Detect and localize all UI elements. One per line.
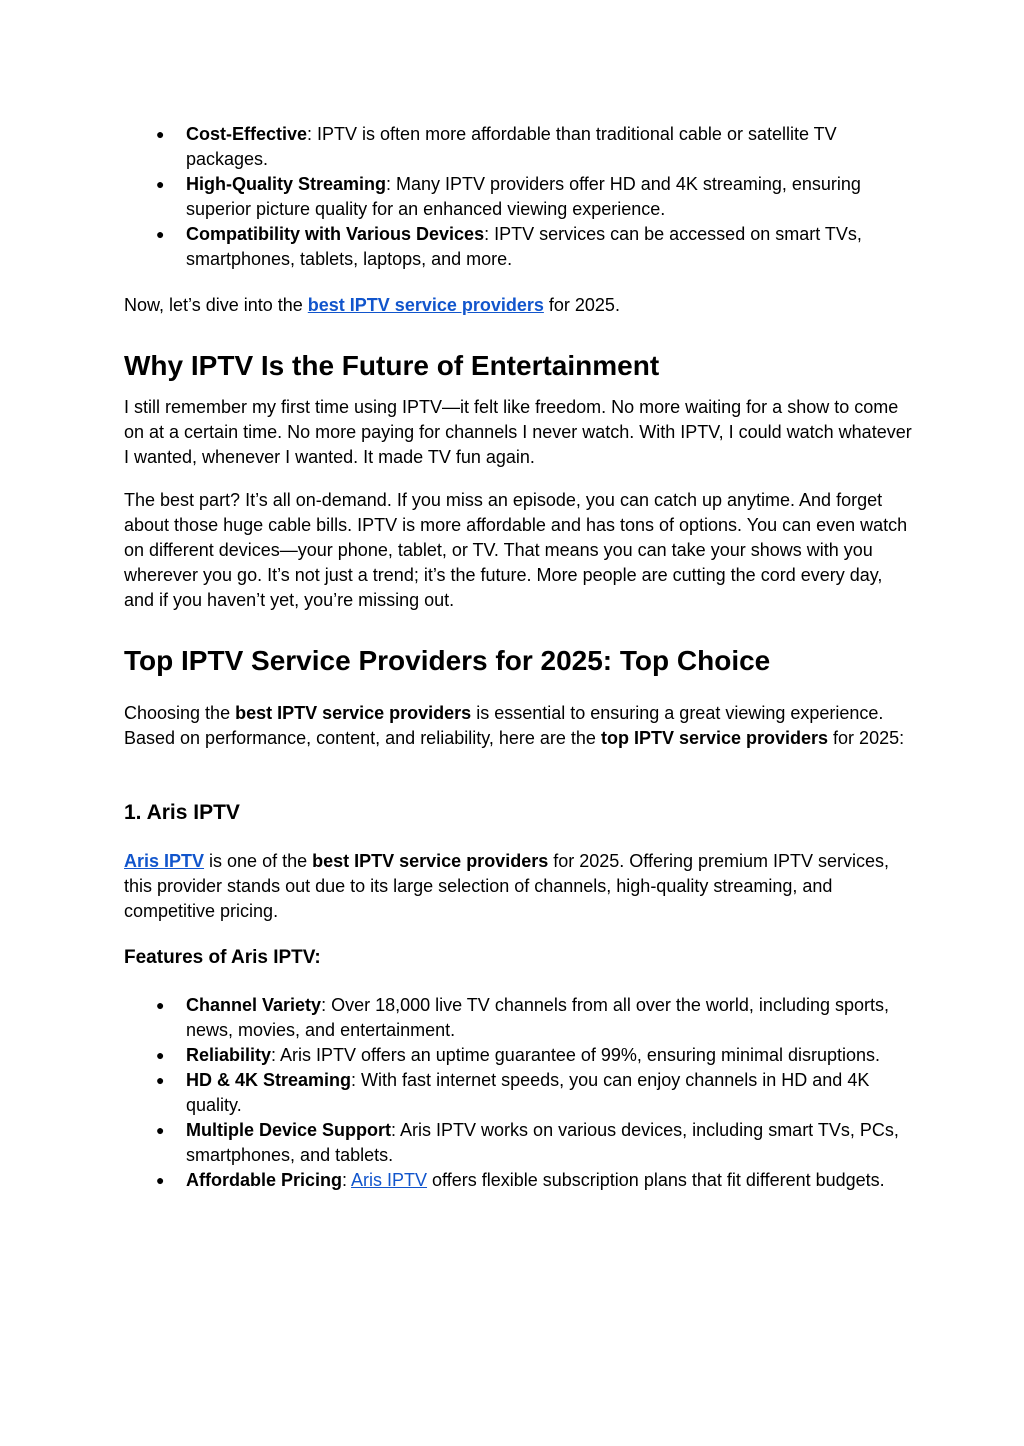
list-item bbox=[124, 122, 914, 172]
list-item bbox=[124, 1043, 914, 1068]
list-item-term: HD & 4K Streaming bbox=[186, 1070, 352, 1090]
bullet-icon: ● bbox=[156, 226, 165, 242]
aris-iptv-link[interactable]: Aris IPTV bbox=[124, 851, 205, 871]
list-item-text: : With fast internet speeds, you can enjoy channels in HD and 4K quality. bbox=[186, 1070, 870, 1115]
list-item bbox=[124, 1118, 914, 1168]
list-item bbox=[124, 993, 914, 1043]
list-item-text: : Aris IPTV works on various devices, including smart TVs, PCs, smartphones, and tablets. bbox=[186, 1120, 899, 1165]
aris-iptv-pricing-link[interactable]: Aris IPTV bbox=[351, 1170, 428, 1190]
aris-intro-paragraph: Aris IPTV is one of the best IPTV service providers for 2025. Offering premium IPTV services, this provider stands out due to its large selection of channels, high-quality streaming, and competitive pricing. bbox=[124, 851, 890, 921]
list-item-text: : IPTV is often more affordable than traditional cable or satellite TV packages. bbox=[186, 124, 837, 169]
aris-iptv-heading: 1. Aris IPTV bbox=[124, 801, 240, 824]
list-item bbox=[124, 1068, 914, 1118]
bullet-icon: ● bbox=[156, 126, 165, 142]
list-item bbox=[124, 172, 914, 222]
top-providers-heading: Top IPTV Service Providers for 2025: Top Choice bbox=[124, 645, 771, 676]
why-paragraph-1: I still remember my first time using IPTV—it felt like freedom. No more waiting for a show to come on at a certain time. No more paying for channels I never watch. With IPTV, I could watch whatever I wanted, whenever I wanted. It made TV fun again. bbox=[124, 397, 912, 467]
list-item-term: Cost-Effective bbox=[186, 124, 308, 144]
bullet-icon: ● bbox=[156, 1172, 165, 1188]
why-paragraph-2: The best part? It’s all on-demand. If you miss an episode, you can catch up anytime. And forget about those huge cable bills. IPTV is more affordable and has tons of options. You can even watch on different devices—your phone, tablet, or TV. That means you can take your shows with you wherever you go. It’s not just a trend; it’s the future. More people are cutting the cord every day, and if you haven’t yet, you’re missing out. bbox=[124, 490, 908, 610]
list-item-text: : Many IPTV providers offer HD and 4K streaming, ensuring superior picture quality for an enhanced viewing experience. bbox=[186, 174, 861, 219]
top-providers-paragraph: Choosing the best IPTV service providers is essential to ensuring a great viewing experience. Based on performance, content, and reliability, here are the top IPTV service providers for 2025: bbox=[124, 703, 905, 748]
bullet-icon: ● bbox=[156, 997, 165, 1013]
list-item-term: Reliability bbox=[186, 1045, 272, 1065]
list-item-term: Multiple Device Support bbox=[186, 1120, 392, 1140]
bullet-icon: ● bbox=[156, 176, 165, 192]
list-item-term: Channel Variety bbox=[186, 995, 322, 1015]
bullet-icon: ● bbox=[156, 1072, 165, 1088]
best-iptv-providers-link[interactable]: best IPTV service providers bbox=[307, 295, 544, 315]
list-item: ● Affordable Pricing: Aris IPTV offers flexible subscription plans that fit different budgets. bbox=[124, 1168, 914, 1193]
list-item-text: : IPTV services can be accessed on smart TVs, smartphones, tablets, laptops, and more. bbox=[186, 224, 862, 269]
bullet-icon: ● bbox=[156, 1122, 165, 1138]
list-item-text: offers flexible subscription plans that fit different budgets. bbox=[427, 1170, 885, 1190]
intro-benefits-list bbox=[124, 122, 914, 272]
dive-paragraph: Now, let’s dive into the best IPTV service providers for 2025. bbox=[124, 295, 620, 315]
list-item-term: High-Quality Streaming bbox=[186, 174, 387, 194]
features-list bbox=[124, 993, 914, 1193]
list-item bbox=[124, 222, 914, 272]
list-item-term: Affordable Pricing bbox=[186, 1170, 343, 1190]
why-iptv-heading: Why IPTV Is the Future of Entertainment bbox=[124, 350, 660, 381]
list-item-term: Compatibility with Various Devices bbox=[186, 224, 485, 244]
bullet-icon: ● bbox=[156, 1047, 165, 1063]
features-heading: Features of Aris IPTV: bbox=[124, 947, 321, 968]
list-item-text: : Over 18,000 live TV channels from all over the world, including sports, news, movies, and entertainment. bbox=[186, 995, 890, 1040]
list-item-text: : Aris IPTV offers an uptime guarantee of 99%, ensuring minimal disruptions. bbox=[271, 1045, 881, 1065]
